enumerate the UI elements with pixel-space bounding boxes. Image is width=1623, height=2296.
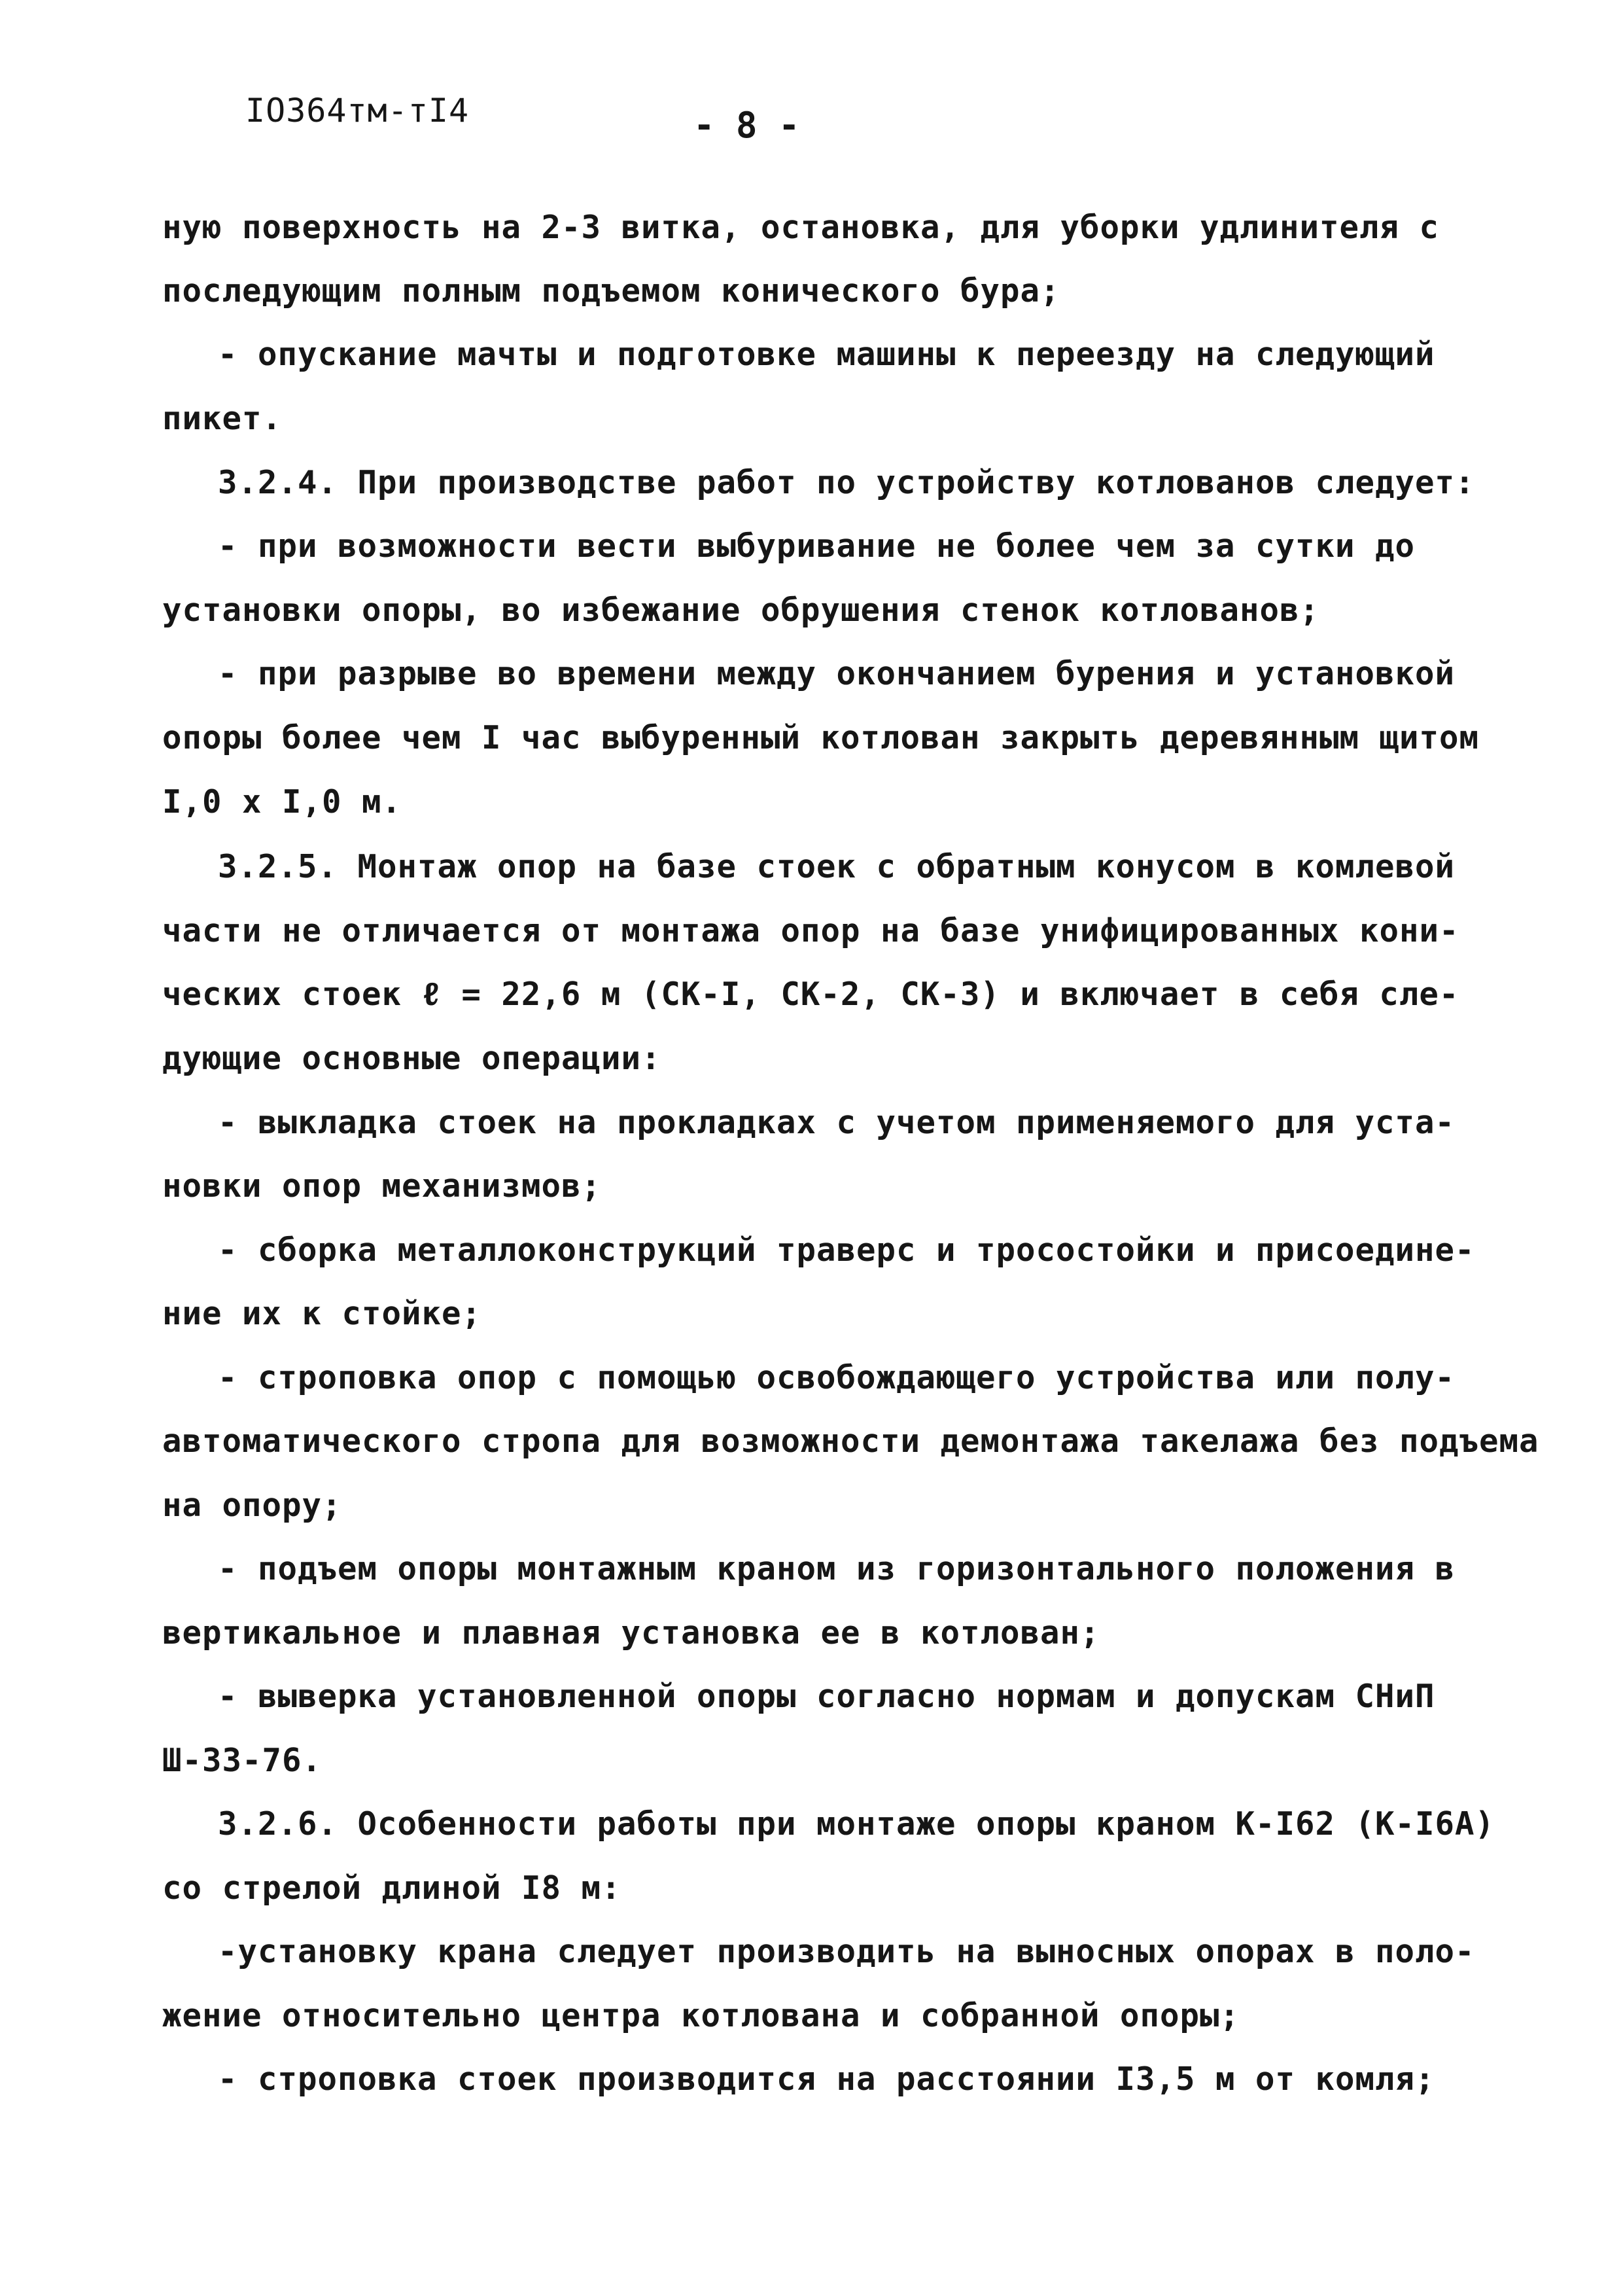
- text-line: жение относительно центра котлована и собранной опоры;: [162, 1997, 1240, 2034]
- text-line: установки опоры, во избежание обрушения стенок котлованов;: [162, 592, 1320, 629]
- text-line: со стрелой длиной I8 м:: [162, 1869, 621, 1907]
- text-line: ческих стоек ℓ = 22,6 м (СК-I, СК-2, СК-3) и включает в себя сле-: [162, 976, 1459, 1013]
- text-line: - выкладка стоек на прокладках с учетом применяемого для уста-: [218, 1104, 1456, 1141]
- text-line: части не отличается от монтажа опор на базе унифицированных кони-: [162, 912, 1459, 949]
- text-line: - сборка металлоконструкций траверс и тросостойки и присоедине-: [218, 1231, 1475, 1269]
- text-line: пикет.: [162, 400, 283, 437]
- section-heading-3-2-5: 3.2.5. Монтаж опор на базе стоек с обратным конусом в комлевой: [218, 848, 1456, 885]
- text-line: - при разрыве во времени между окончанием бурения и установкой: [218, 655, 1456, 692]
- text-line: -установку крана следует производить на выносных опорах в поло-: [218, 1933, 1475, 1970]
- section-heading-3-2-6: 3.2.6. Особенности работы при монтаже опоры краном К-I62 (К-I6А): [218, 1805, 1495, 1843]
- text-line: - при возможности вести выбуривание не более чем за сутки до: [218, 527, 1416, 565]
- text-line: вертикальное и плавная установка ее в котлован;: [162, 1614, 1100, 1651]
- text-line: - строповка стоек производится на расстоянии I3,5 м от комля;: [218, 2060, 1435, 2098]
- text-line: ние их к стойке;: [162, 1295, 482, 1332]
- text-line: - опускание мачты и подготовке машины к переезду на следующий: [218, 336, 1435, 373]
- text-line: I,0 x I,0 м.: [162, 783, 402, 821]
- text-line: Ш-33-76.: [162, 1742, 323, 1779]
- text-line: последующим полным подъемом конического бура;: [162, 272, 1060, 309]
- text-line: - выверка установленной опоры согласно нормам и допускам СНиП: [218, 1678, 1435, 1715]
- text-line: на опору;: [162, 1487, 342, 1524]
- text-line: опоры более чем I час выбуренный котлован закрыть деревянным щитом: [162, 719, 1480, 756]
- page-number: - 8 -: [693, 105, 800, 146]
- document-code: IO364тм-тI4: [245, 92, 470, 130]
- text-line: ную поверхность на 2-3 витка, остановка, для уборки удлинителя с: [162, 209, 1440, 246]
- text-line: новки опор механизмов;: [162, 1167, 602, 1205]
- text-line: - подъем опоры монтажным краном из горизонтального положения в: [218, 1550, 1456, 1587]
- text-line: - строповка опор с помощью освобождающего устройства или полу-: [218, 1359, 1456, 1396]
- section-heading-3-2-4: 3.2.4. При производстве работ по устройству котлованов следует:: [218, 464, 1475, 501]
- text-line: дующие основные операции:: [162, 1040, 661, 1077]
- text-line: автоматического стропа для возможности демонтажа такелажа без подъема: [162, 1422, 1539, 1460]
